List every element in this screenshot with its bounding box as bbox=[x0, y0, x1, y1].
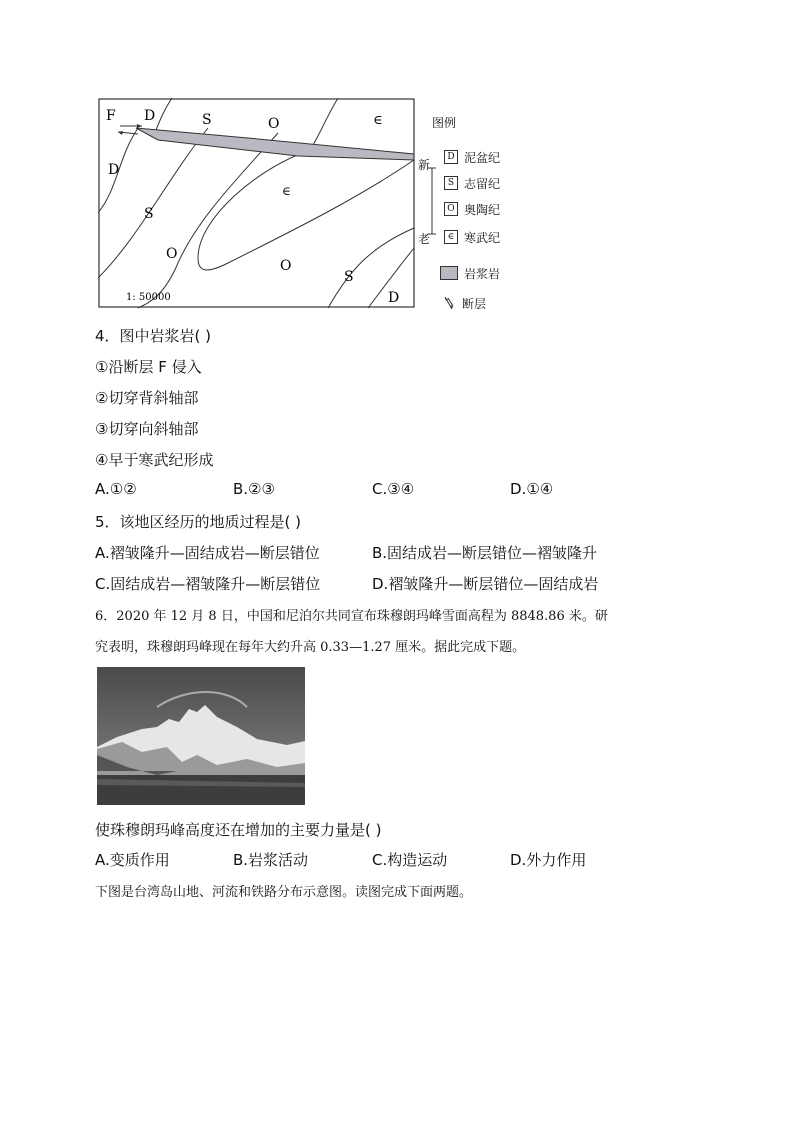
q6-question: 使珠穆朗玛峰高度还在增加的主要力量是( ) bbox=[95, 821, 382, 839]
q4-options bbox=[95, 480, 735, 502]
legend-code: D bbox=[444, 150, 458, 164]
legend-label: 奥陶纪 bbox=[464, 202, 501, 217]
q5-options-row2 bbox=[95, 573, 735, 595]
legend-code: O bbox=[444, 202, 458, 216]
next-section-intro: 下图是台湾岛山地、河流和铁路分布示意图。读图完成下面两题。 bbox=[95, 885, 473, 900]
legend-item-cambrian bbox=[444, 228, 500, 246]
option-c[interactable]: C.③④ bbox=[372, 480, 415, 498]
option-d[interactable]: D.①④ bbox=[510, 480, 554, 498]
region-label: ∈ bbox=[282, 184, 291, 198]
legend-label: 岩浆岩 bbox=[464, 266, 501, 281]
option-b[interactable]: B.固结成岩—断层错位—褶皱隆升 bbox=[372, 544, 598, 562]
legend-label: 泥盆纪 bbox=[464, 150, 501, 165]
option-b[interactable]: B.②③ bbox=[233, 480, 275, 498]
legend-label: 断层 bbox=[462, 296, 487, 311]
legend-code: ∈ bbox=[444, 230, 458, 244]
region-label: D bbox=[388, 290, 400, 306]
legend-item-magma bbox=[440, 264, 500, 282]
region-label: ∈ bbox=[373, 113, 383, 128]
q4-statement-2: ②切穿背斜轴部 bbox=[95, 389, 199, 407]
region-label: D bbox=[144, 108, 156, 124]
legend-item-devonian bbox=[444, 148, 500, 166]
geologic-map bbox=[98, 98, 416, 310]
region-label: O bbox=[280, 258, 292, 274]
legend-old-label: 老 bbox=[418, 232, 431, 246]
option-c[interactable]: C.构造运动 bbox=[372, 851, 448, 869]
region-label: S bbox=[202, 112, 212, 128]
legend-code: S bbox=[444, 176, 458, 190]
q4-statement-3: ③切穿向斜轴部 bbox=[95, 420, 199, 438]
option-d[interactable]: D.外力作用 bbox=[510, 851, 587, 869]
q4-statement-4: ④早于寒武纪形成 bbox=[95, 451, 214, 469]
q6-options bbox=[95, 849, 735, 871]
legend-item-ordovician bbox=[444, 200, 500, 218]
q5-stem: 5．该地区经历的地质过程是( ) bbox=[95, 513, 302, 531]
map-legend bbox=[418, 108, 528, 318]
legend-title: 图例 bbox=[432, 116, 457, 130]
option-a[interactable]: A.变质作用 bbox=[95, 851, 170, 869]
q6-passage-line-2: 究表明，珠穆朗玛峰现在每年大约升高 0.33—1.27 厘米。据此完成下题。 bbox=[95, 640, 526, 655]
q5-options-row1 bbox=[95, 542, 735, 564]
region-label: D bbox=[108, 162, 120, 178]
legend-label: 寒武纪 bbox=[464, 230, 501, 245]
magma-swatch bbox=[440, 266, 458, 280]
option-a[interactable]: A.①② bbox=[95, 480, 137, 498]
region-label: S bbox=[344, 269, 354, 285]
legend-item-silurian bbox=[444, 174, 500, 192]
fault-f-label: F bbox=[106, 108, 116, 124]
option-b[interactable]: B.岩浆活动 bbox=[233, 851, 309, 869]
legend-label: 志留纪 bbox=[464, 176, 501, 191]
option-a[interactable]: A.褶皱隆升—固结成岩—断层错位 bbox=[95, 544, 320, 562]
everest-photo bbox=[97, 667, 305, 805]
age-timeline bbox=[428, 166, 436, 260]
option-c[interactable]: C.固结成岩—褶皱隆升—断层错位 bbox=[95, 575, 321, 593]
fault-symbol-icon bbox=[442, 296, 456, 310]
q4-stem: 4．图中岩浆岩( ) bbox=[95, 327, 212, 345]
region-label: O bbox=[166, 246, 178, 262]
legend-item-fault bbox=[442, 294, 486, 312]
region-label: S bbox=[144, 206, 154, 222]
q4-statement-1: ①沿断层 F 侵入 bbox=[95, 358, 202, 376]
q6-passage-line-1: 6．2020 年 12 月 8 日，中国和尼泊尔共同宣布珠穆朗玛峰雪面高程为 8848.86 米。研 bbox=[95, 609, 608, 624]
region-label: O bbox=[268, 116, 280, 132]
legend-new-label: 新 bbox=[418, 158, 431, 172]
option-d[interactable]: D.褶皱隆升—断层错位—固结成岩 bbox=[372, 575, 599, 593]
map-scale: 1: 50000 bbox=[126, 292, 171, 303]
